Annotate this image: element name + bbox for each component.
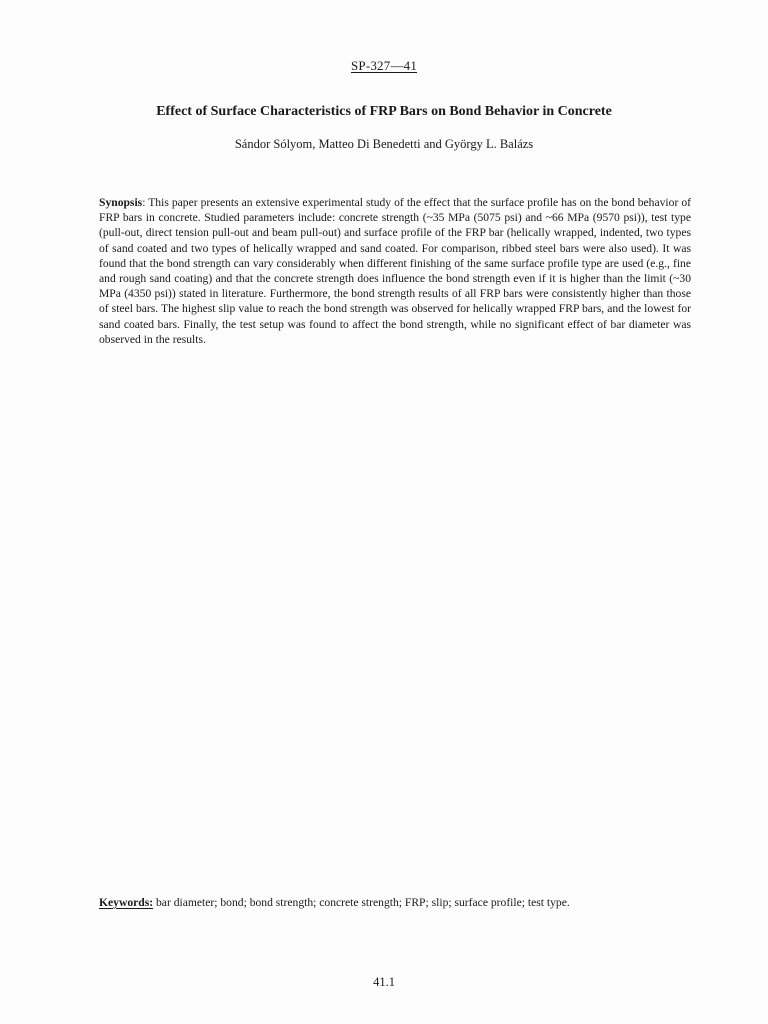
synopsis-text: : This paper presents an extensive experimental study of the effect that the surface profile has on the bond behavior of FRP bars in concrete. Studied parameters include: concrete strength (~35 MPa (5075 psi) and ~66 MPa (9570 psi)), test type (pull-out, direct tension pull-out and beam pull-out) and surface profile of the FRP bar (helically wrapped, indented, two types of sand coated and two types of helically wrapped and sand coated. For comparison, ribbed steel bars were also used). It was found that the bond strength can vary considerably when different finishing of the same surface profile type are used (e.g., fine and rough sand coating) and that the concrete strength does influence the bond strength even if it is higher than the limit (~30 MPa (4350 psi)) stated in literature. Furthermore, the bond strength results of all FRP bars were consistently higher than those of steel bars. The highest slip value to reach the bond strength was observed for helically wrapped FRP bars, and the lowest for sand coated bars. Finally, the test setup was found to affect the bond strength, while no significant effect of bar diameter was observed in the results.	[99, 196, 691, 346]
page-number: 41.1	[373, 975, 395, 989]
keywords-text: bar diameter; bond; bond strength; concrete strength; FRP; slip; surface profile; test type.	[153, 896, 570, 909]
synopsis-paragraph	[99, 195, 691, 347]
paper-id-header	[0, 58, 768, 74]
paper-title: Effect of Surface Characteristics of FRP Bars on Bond Behavior in Concrete	[156, 104, 612, 119]
keywords-label: Keywords:	[99, 896, 154, 909]
paper-authors: Sándor Sólyom, Matteo Di Benedetti and György L. Balázs	[234, 137, 534, 151]
synopsis-label: Synopsis	[99, 196, 143, 209]
keywords-line	[99, 895, 699, 910]
paper-id: SP-327—41	[350, 58, 418, 73]
